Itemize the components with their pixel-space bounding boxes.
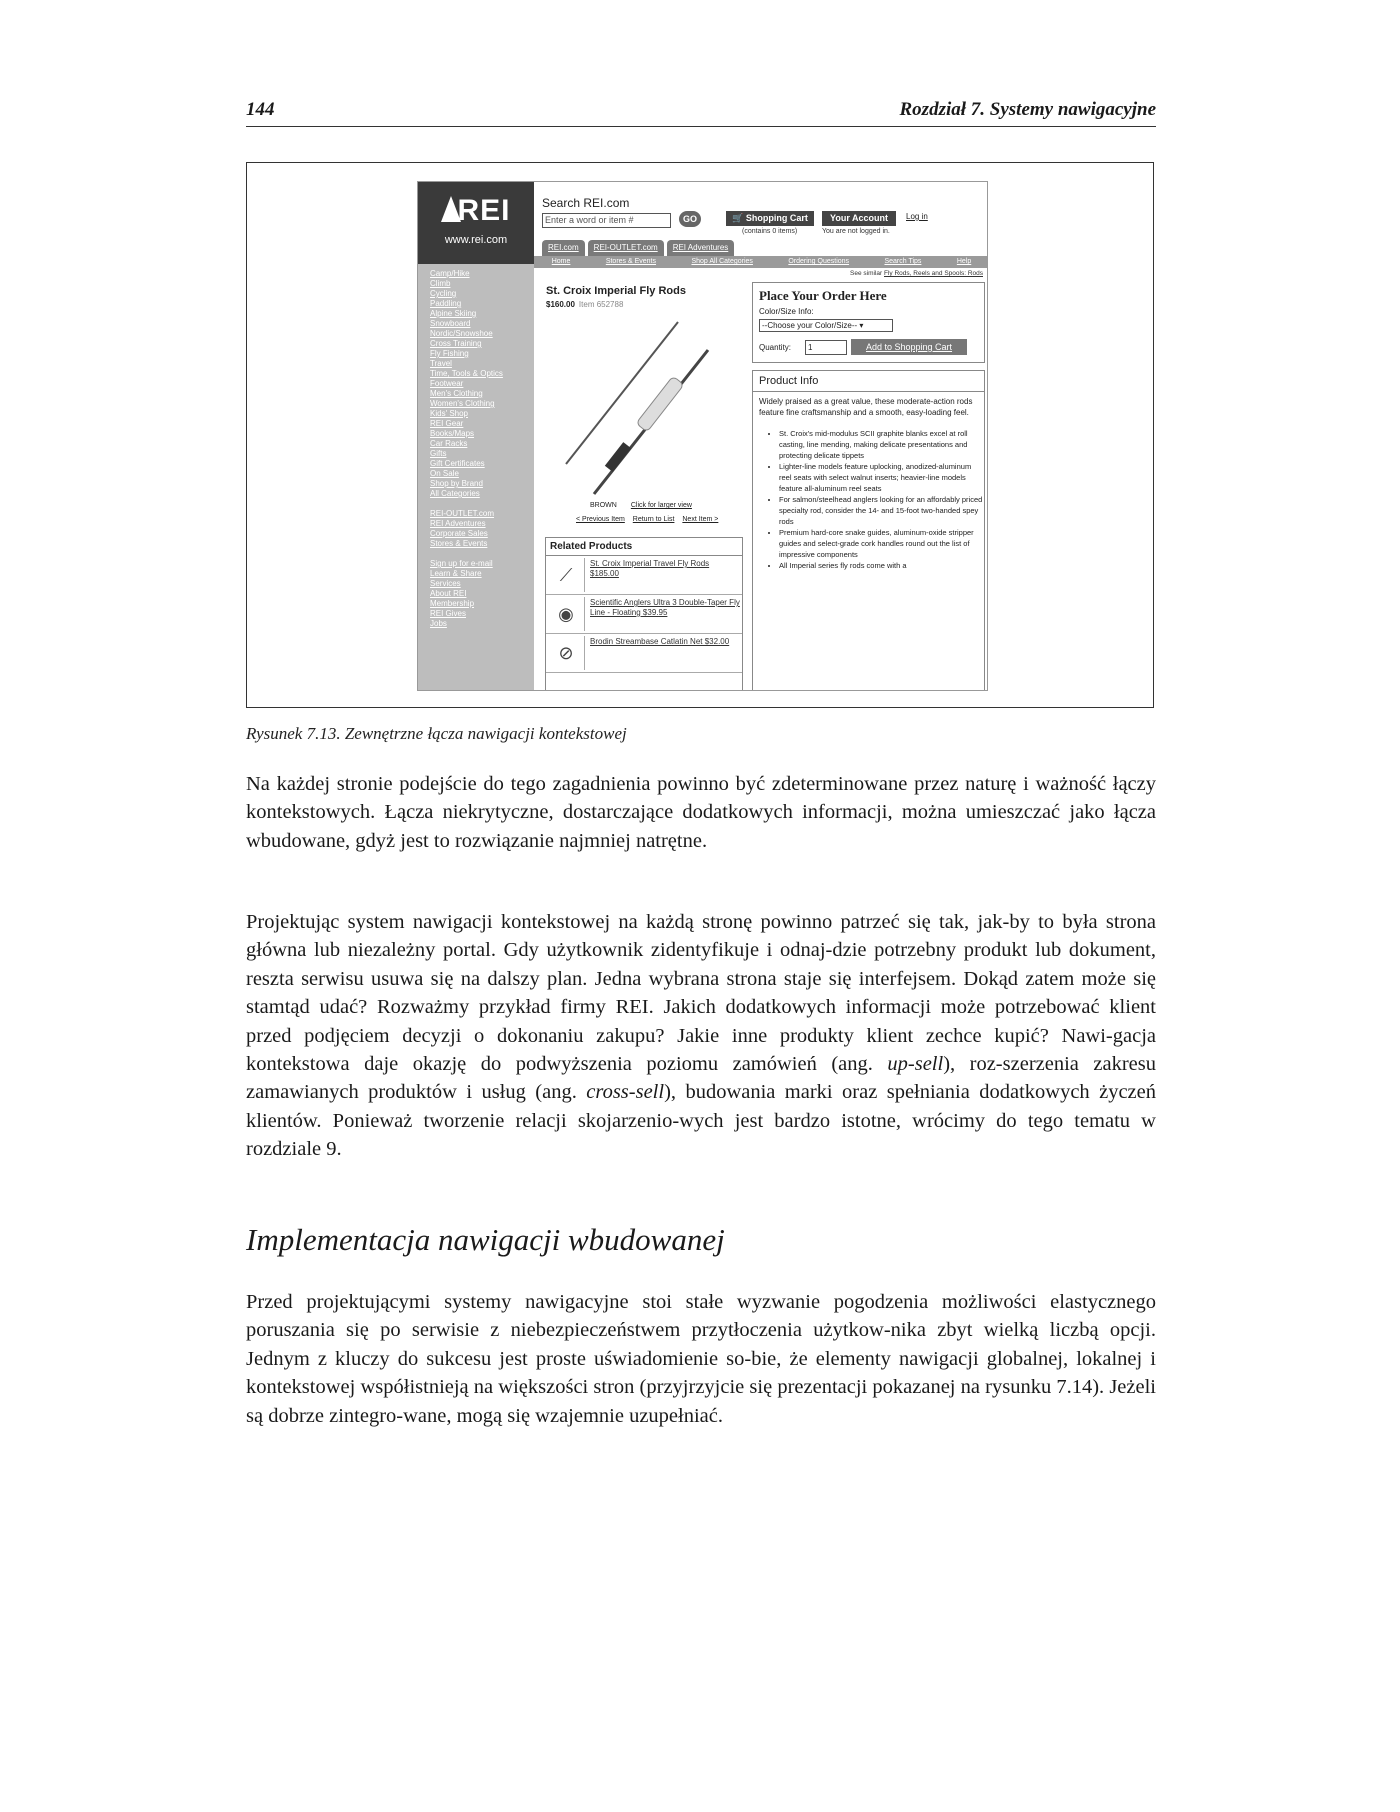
net-thumb-icon: ⊘ [548,636,585,670]
see-similar-link[interactable]: Fly Rods, Reels and Spools: Rods [884,270,983,277]
see-similar [850,270,983,277]
page-header [246,96,1156,127]
related-product-row[interactable] [546,634,742,673]
sidebar-item[interactable]: Corporate Sales [430,529,488,538]
subnav-categories[interactable]: Shop All Categories [691,258,753,265]
sidebar-item[interactable]: Gifts [430,449,447,458]
sidebar-item[interactable]: Climb [430,279,451,288]
rei-screenshot [417,181,988,691]
sidebar-item[interactable]: Cross Training [430,339,482,348]
sidebar-item[interactable]: Paddling [430,299,462,308]
sidebar-gap [430,499,534,509]
paragraph-text: Projektując system nawigacji kontekstowej na każdą stronę powinno patrzeć się tak, jak-by to była strona główna lub niezależny portal. Gdy użytkownik zidentyfikuje i odnaj-dzie potrzebny produkt lub dokument, reszta serwisu usuwa się na dalszy plan. Jedna wybrana strona staje się interfejsem. Dokąd zatem może się stamtąd udać? Rozważmy przykład firmy REI. Jakich dodatkowych informacji może potrzebować klient przed podjęciem decyzji o dokonaniu zakupu? Jakie inne produkty klient zechce kupić? Nawi-gacja kontekstowa daje okazję do podwyższenia poziomu zamówień (ang. [246,911,1156,1076]
sidebar-item[interactable]: Fly Fishing [430,349,469,358]
color-name: BROWN [590,502,617,509]
product-info-box [752,370,985,691]
sidebar-item[interactable]: Snowboard [430,319,471,328]
product-price: $160.00 [546,300,575,309]
quantity-input[interactable]: 1 [805,340,847,355]
see-similar-prefix: See similar [850,270,883,277]
product-title: St. Croix Imperial Fly Rods [546,285,686,297]
sidebar-item[interactable]: Membership [430,599,475,608]
paragraph-text: ), roz-szerzenia zakresu zamawianych produktów i usług (ang. [246,1053,1156,1104]
sidebar-item[interactable]: Kids' Shop [430,409,468,418]
fly-line-thumb-icon: ◉ [548,597,585,631]
sidebar-item[interactable]: Cycling [430,289,457,298]
paragraph [246,908,1156,1164]
list-item: • All Imperial series fly rods come with a [779,560,984,571]
product-price-line [546,300,623,309]
search-label: Search REI.com [542,196,630,210]
search-input[interactable]: Enter a word or item # [542,213,671,228]
related-product-link[interactable]: St. Croix Imperial Travel Fly Rods $185.00 [590,559,710,578]
product-info-intro: Widely praised as a great value, these moderate-action rods feature fine craftsmanship and a smooth, easy-loading feel. [759,397,973,417]
color-size-label: Color/Size Info: [759,307,814,316]
paragraph: Przed projektującymi systemy nawigacyjne stoi stałe wyzwanie pogodzenia możliwości elastycznego poruszania się po serwisie z niebezpieczeństwem przytłoczenia użytkow-nika zbyt wielką liczbą opcji. Jednym z kluczy do sukcesu jest proste uświadomienie so-bie, że elementy nawigacji globalnej, lokalnej i kontekstowej współistnieją na większości stron (przyjrzyjcie się prezentacji pokazanej na rysunku 7.14). Jeżeli są dobrze zintegro-wane, mogą się wzajemnie uzupełniać. [246,1291,1156,1427]
return-to-list-link[interactable]: Return to List [632,516,675,523]
go-button[interactable]: GO [679,211,701,227]
sidebar-item[interactable]: Learn & Share [430,569,482,578]
related-products-title: Related Products [546,538,742,556]
chapter-title: Rozdział 7. Systemy nawigacyjne [899,99,1156,120]
larger-view-link[interactable]: Click for larger view [630,502,692,509]
sidebar-item[interactable]: REI Adventures [430,519,486,528]
order-title: Place Your Order Here [759,288,887,303]
product-navigation [576,516,724,523]
sidebar-item[interactable]: Alpine Skiing [430,309,477,318]
chevron-down-icon: ▾ [859,321,864,330]
fly-rod-image[interactable] [558,314,718,499]
paragraph-text: ), budowania marki oraz spełniania dodatkowych życzeń klientów. Ponieważ tworzenie relacji skojarzenio-wych jest bardzo istotne, wrócimy do tego tematu w rozdziale 9. [246,1081,1156,1161]
sidebar-item[interactable]: Services [430,579,461,588]
sidebar-item[interactable]: Footwear [430,379,464,388]
sidebar-item[interactable]: About REI [430,589,467,598]
product-info-title: Product Info [753,371,984,392]
cart-icon: 🛒 [732,213,746,223]
account-note: You are not logged in. [822,228,890,235]
subnav-ordering[interactable]: Ordering Questions [788,258,850,265]
add-to-cart-button[interactable]: Add to Shopping Cart [851,339,967,355]
sidebar-item[interactable]: Shop by Brand [430,479,483,488]
tab-rei-outlet[interactable]: REI-OUTLET.com [588,240,664,256]
list-item: • Lighter-line models feature uplocking, anodized-aluminum reel seats with select walnut inserts; heavier-line models feature all-aluminum reel seats [779,461,984,494]
sidebar-item[interactable]: Nordic/Snowshoe [430,329,493,338]
sidebar-item[interactable]: Jobs [430,619,447,628]
sidebar-item[interactable]: Travel [430,359,452,368]
subnav-search-tips[interactable]: Search Tips [884,258,922,265]
section-heading: Implementacja nawigacji wbudowanej [246,1222,725,1257]
sidebar-item[interactable]: Books/Maps [430,429,475,438]
related-product-link[interactable]: Brodin Streambase Catlatin Net $32.00 [590,637,730,646]
product-info-list [753,428,984,571]
rod-reel-seat [605,442,631,472]
tab-rei-adventures[interactable]: REI Adventures [667,240,735,256]
sidebar-item[interactable]: Stores & Events [430,539,488,548]
list-item: • St. Croix's mid-modulus SCII graphite blanks excel at roll casting, line mending, making delicate presentations and protecting delicate tippets [779,428,984,461]
logo-url: www.rei.com [444,234,508,246]
rei-logo[interactable] [418,182,534,264]
related-product-row[interactable] [546,556,742,595]
figure-caption: Rysunek 7.13. Zewnętrzne łącza nawigacji kontekstowej [246,724,627,743]
sidebar-item[interactable]: Gift Certificates [430,459,485,468]
logo-text: REI [457,194,511,227]
sidebar-item[interactable]: Sign up for e-mail [430,559,493,568]
next-item-link[interactable]: Next Item > [682,516,719,523]
figure-frame [246,162,1154,708]
sidebar-item[interactable]: All Categories [430,489,480,498]
sidebar-item[interactable]: Car Racks [430,439,468,448]
list-item: • For salmon/steelhead anglers looking for an affordably priced specialty rod, consider the 14- and 15-foot two-handed spey rods [779,494,984,527]
color-size-select[interactable] [759,319,893,332]
sidebar-item[interactable]: On Sale [430,469,459,478]
your-account-button[interactable]: Your Account [822,211,896,226]
sidebar-item[interactable]: Time, Tools & Optics [430,369,503,378]
shopping-cart-button[interactable] [726,211,814,226]
sub-navigation [534,256,988,268]
site-tabs [542,240,734,256]
sidebar-item[interactable]: Camp/Hike [430,269,470,278]
related-products [545,537,743,691]
sidebar-item[interactable]: Women's Clothing [430,399,495,408]
sidebar-item[interactable]: REI-OUTLET.com [430,509,495,518]
page-number: 144 [246,99,275,120]
sidebar-item[interactable]: REI Gear [430,419,464,428]
subnav-stores[interactable]: Stores & Events [605,258,657,265]
previous-item-link[interactable]: < Previous Item [576,516,625,523]
quantity-label: Quantity: [759,343,792,352]
sidebar-gap [430,549,534,559]
paragraph: Na każdej stronie podejście do tego zagadnienia powinno być zdeterminowane przez naturę i ważność łączy kontekstowych. Łącza niekrytyczne, dostarczające dodatkowych informacji, można umieszczać jako łącza wbudowane, gdyż jest to rozwiązanie najmniej natrętne. [246,773,1156,852]
term-up-sell: up-sell [887,1053,944,1076]
subnav-help[interactable]: Help [956,258,972,265]
sidebar-item[interactable]: Men's Clothing [430,389,483,398]
cart-label: Shopping Cart [745,213,808,223]
tab-rei[interactable]: REI.com [542,240,585,256]
subnav-home[interactable]: Home [551,258,571,265]
product-item-number: Item 652788 [578,300,624,309]
cart-note: (contains 0 items) [742,228,798,235]
fly-rod-thumb-icon: ⟋ [548,558,585,592]
list-item: • Premium hard-core snake guides, aluminum-oxide stripper guides and select-grade cork handles round out the list of impressive components [779,527,984,560]
color-size-value: --Choose your Color/Size-- [762,321,858,330]
order-box [752,282,985,363]
rod-cork-handle [636,376,684,432]
color-line [590,502,692,509]
sidebar-item[interactable]: REI Gives [430,609,467,618]
category-sidebar [418,264,534,691]
related-product-link[interactable]: Scientific Anglers Ultra 3 Double-Taper Fly Line - Floating $39.95 [590,598,740,617]
related-product-row[interactable] [546,595,742,634]
login-link[interactable]: Log in [906,212,928,221]
term-cross-sell: cross-sell [586,1081,665,1104]
